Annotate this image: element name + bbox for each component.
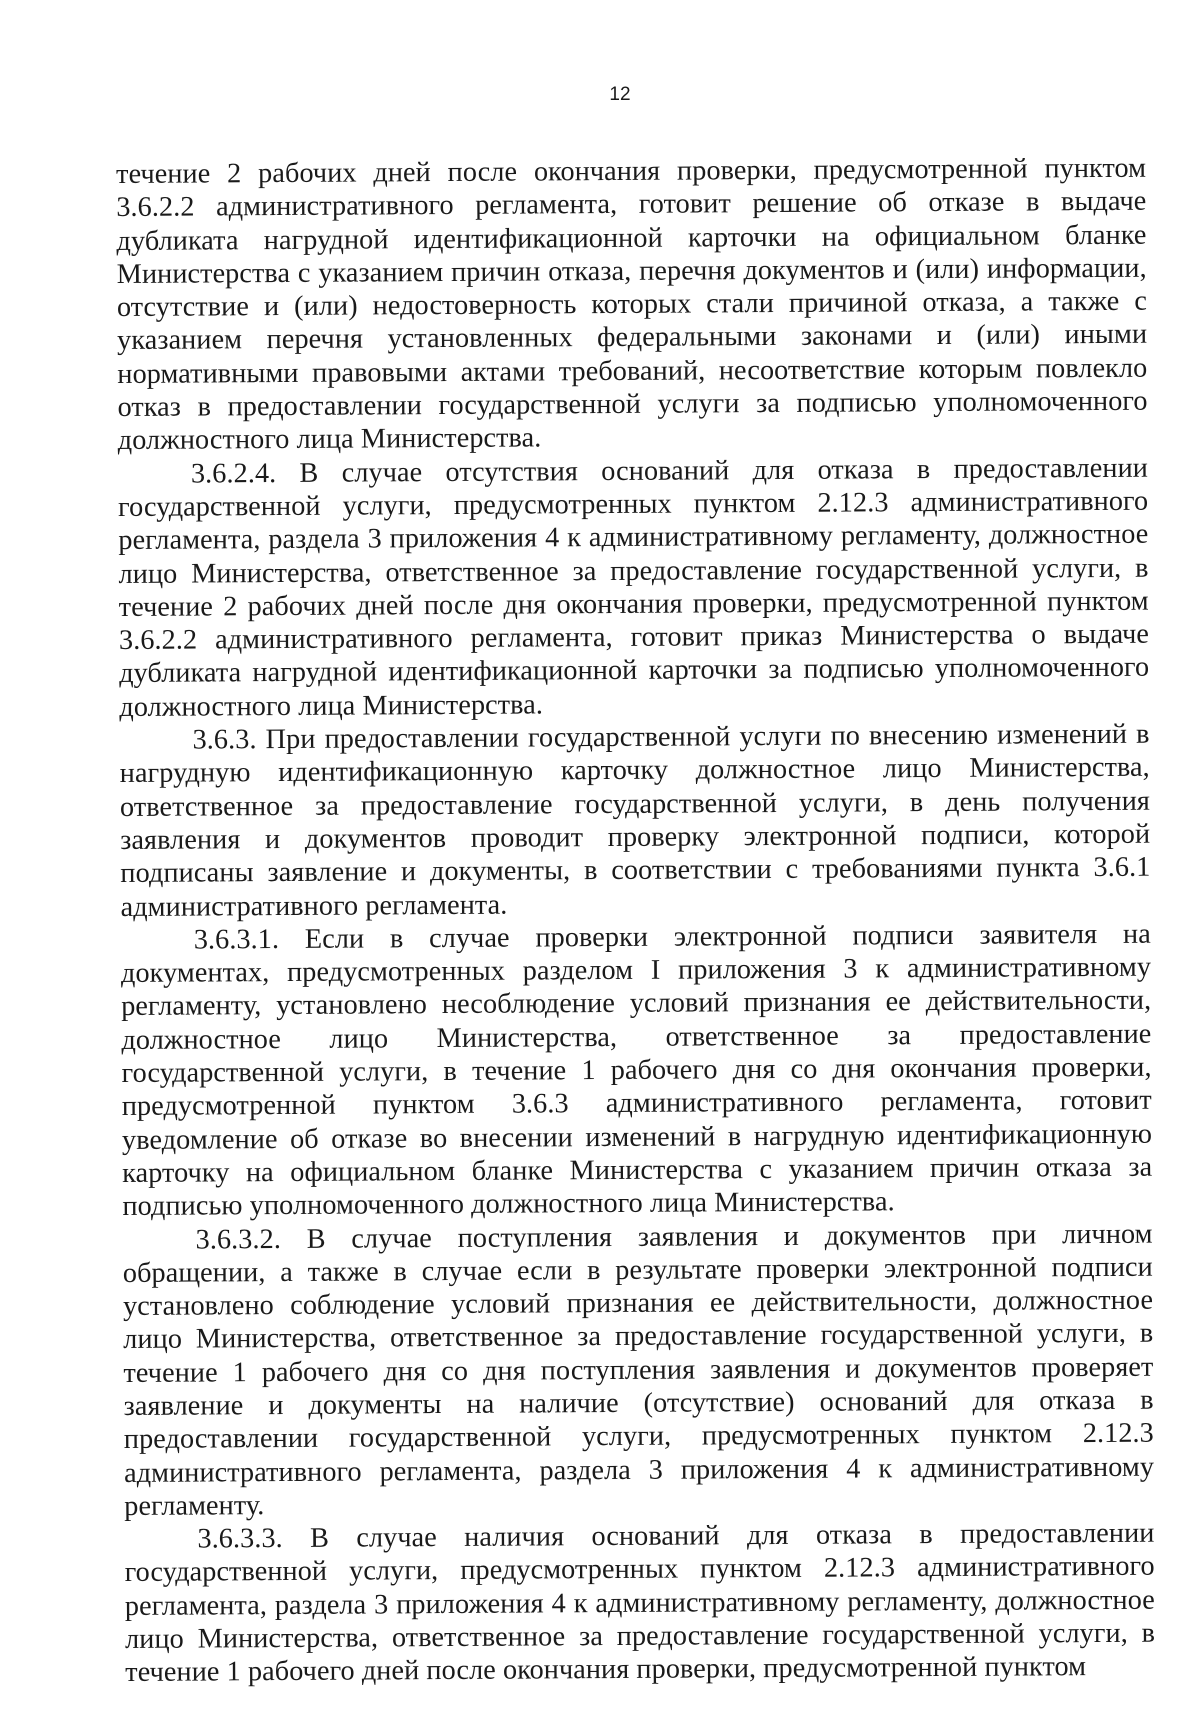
paragraph-3-6-3-1: 3.6.3.1. Если в случае проверки электронной подписи заявителя на документах, предусмотренных разделом I приложения 3 к административному регламенту, установлено несоблюдение условий признания ее действительности, должностное лицо Министерства, ответственное за предоставление государственной услуги, в течение 1 рабочего дня со дня окончания проверки, предусмотренной пунктом 3.6.3 административного регламента, готовит уведомление об отказе во внесении изменений в нагрудную идентификационную карточку на официальном бланке Министерства с указанием причин отказа за подписью уполномоченного должностного лица Министерства.: [120, 918, 1153, 1223]
paragraph-3-6-2-4: 3.6.2.4. В случае отсутствия оснований для отказа в предоставлении государственной услуги, предусмотренных пунктом 2.12.3 административного регламента, раздела 3 приложения 4 к административному регламенту, должностное лицо Министерства, ответственное за предоставление государственной услуги, в течение 2 рабочих дней после дня окончания проверки, предусмотренной пунктом 3.6.2.2 административного регламента, готовит приказ Министерства о выдаче дубликата нагрудной идентификационной карточки за подписью уполномоченного должностного лица Министерства.: [118, 452, 1150, 723]
document-body: [116, 152, 1155, 1690]
paragraph-3-6-3-3: 3.6.3.3. В случае наличия оснований для отказа в предоставлении государственной услуги, предусмотренных пунктом 2.12.3 административного регламента, раздела 3 приложения 4 к административному регламенту, должностное лицо Министерства, ответственное за предоставление государственной услуги, в течение 1 рабочего дней после окончания проверки, предусмотренной пунктом: [124, 1517, 1156, 1689]
paragraph-3-6-3-2: 3.6.3.2. В случае поступления заявления и документов при личном обращении, а также в случае если в результате проверки электронной подписи установлено соблюдение условий признания ее действительности, должностное лицо Министерства, ответственное за предоставление государственной услуги, в течение 1 рабочего дня со дня поступления заявления и документов проверяет заявление и документы на наличие (отсутствие) оснований для отказа в предоставлении государственной услуги, предусмотренных пунктом 2.12.3 административного регламента, раздела 3 приложения 4 к административному регламенту.: [122, 1218, 1155, 1522]
page-number: 12: [609, 84, 631, 105]
paragraph-3-6-3: 3.6.3. При предоставлении государственной услуги по внесению изменений в нагрудную идентификационную карточку должностное лицо Министерства, ответственное за предоставление государственной услуги, в день получения заявления и документов проводит проверку электронной подписи, которой подписаны заявление и документы, в соответствии с требованиями пункта 3.6.1 административного регламента.: [119, 718, 1151, 923]
paragraph-continuation: течение 2 рабочих дней после окончания проверки, предусмотренной пунктом 3.6.2.2 административного регламента, готовит решение об отказе в выдаче дубликата нагрудной идентификационной карточки на официальном бланке Министерства с указанием причин отказа, перечня документов и (или) информации, отсутствие и (или) недостоверность которых стали причиной отказа, а также с указанием перечня установленных федеральными законами и (или) иными нормативными правовыми актами требований, несоответствие которым повлекло отказ в предоставлении государственной услуги за подписью уполномоченного должностного лица Министерства.: [116, 152, 1148, 457]
